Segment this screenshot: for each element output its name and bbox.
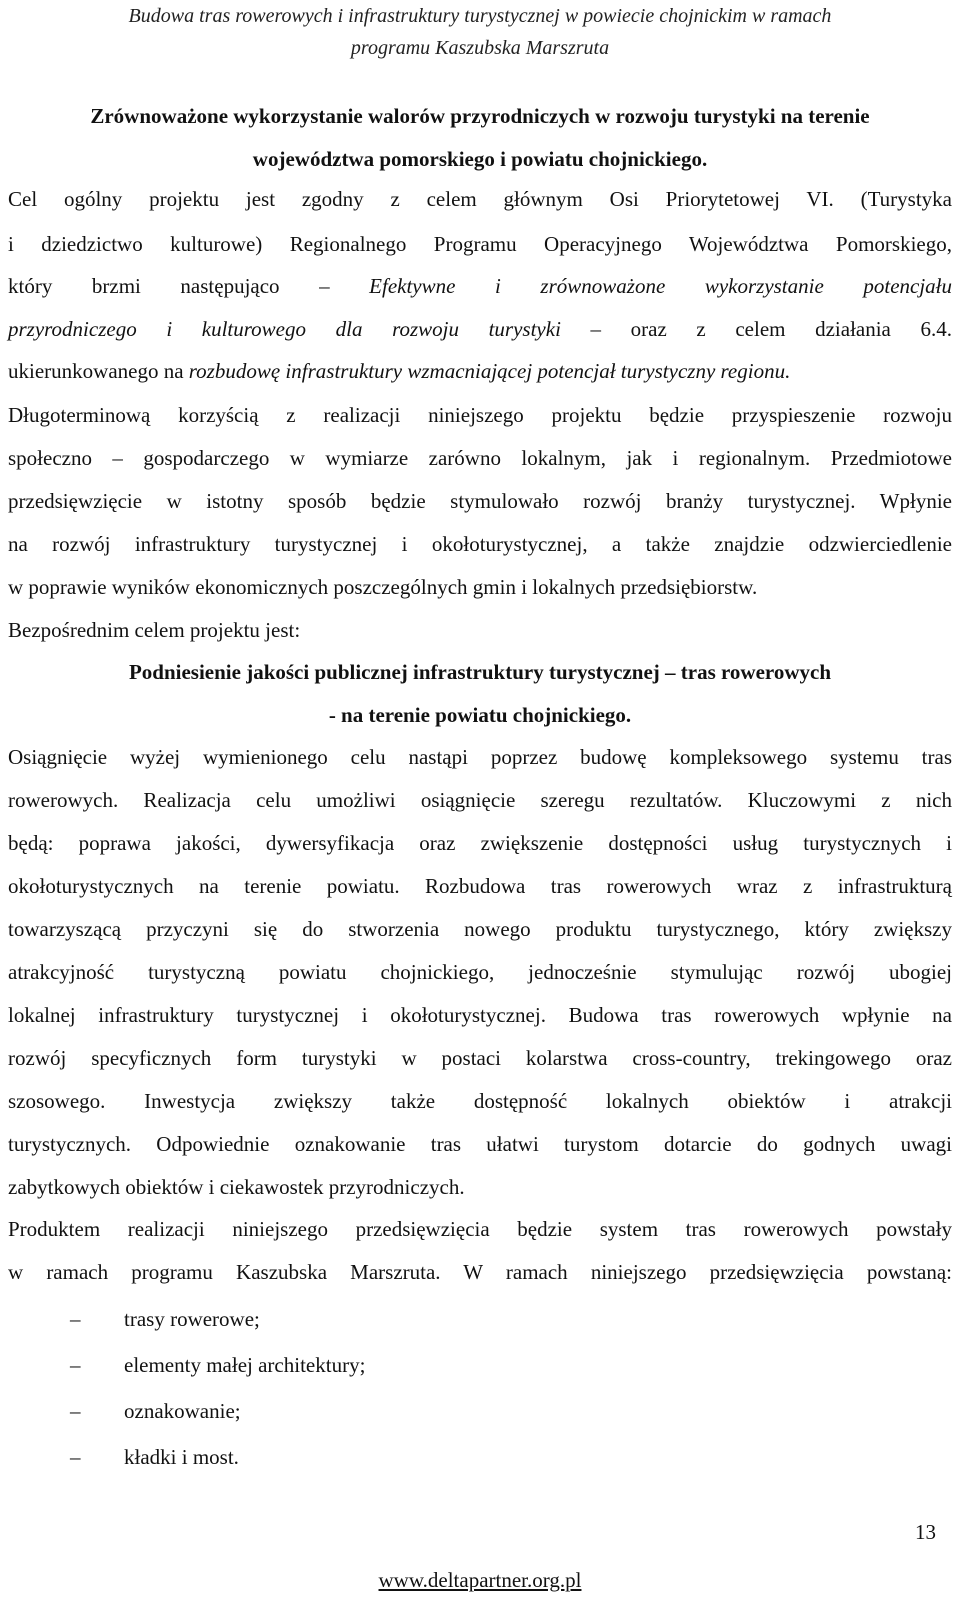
title-line-2: województwa pomorskiego i powiatu chojnickiego.: [252, 147, 708, 171]
para2-line: turystycznych. Odpowiednie oznakowanie tras ułatwi turystom dotarcie do godnych uwagi: [8, 1132, 952, 1156]
page-number: 13: [915, 1520, 936, 1544]
header-line-1: Budowa tras rowerowych i infrastruktury turystycznej w powiecie chojnickim w ramach: [128, 5, 832, 27]
para3-line: Produktem realizacji niniejszego przedsięwzięcia będzie system tras rowerowych powstały: [8, 1217, 952, 1241]
para1-line: [8, 359, 952, 383]
para2-line: okołoturystycznych na terenie powiatu. Rozbudowa tras rowerowych wraz z infrastrukturą: [8, 874, 952, 898]
list-item-text: kładki i most.: [124, 1445, 239, 1469]
list-dash: –: [70, 1399, 81, 1423]
list-item-text: elementy małej architektury;: [124, 1353, 366, 1377]
para1-italic-text: Efektywne i zrównoważone wykorzystanie potencjału: [369, 274, 952, 298]
para2-line: szosowego. Inwestycja zwiększy także dostępność lokalnych obiektów i atrakcji: [8, 1089, 952, 1113]
list-item: [70, 1445, 239, 1469]
list-dash: –: [70, 1445, 81, 1469]
para1-line: Cel ogólny projektu jest zgodny z celem głównym Osi Priorytetowej VI. (Turystyka: [8, 187, 952, 211]
para2-line: towarzyszącą przyczyni się do stworzenia nowego produktu turystycznego, który zwiększy: [8, 917, 952, 941]
goal-line-1: Podniesienie jakości publicznej infrastruktury turystycznej – tras rowerowych: [128, 660, 832, 684]
footer-link[interactable]: www.deltapartner.org.pl: [378, 1568, 582, 1592]
para1-line: w poprawie wyników ekonomicznych poszczególnych gmin i lokalnych przedsiębiorstw.: [8, 575, 758, 599]
header-line-2: programu Kaszubska Marszruta: [350, 37, 610, 59]
running-header: [0, 0, 960, 64]
para2-line: rozwój specyficznych form turystyki w postaci kolarstwa cross-country, trekingowego oraz: [8, 1046, 952, 1070]
para2-line: atrakcyjność turystyczną powiatu chojnickiego, jednocześnie stymulując rozwój ubogiej: [8, 960, 952, 984]
para3-line: w ramach programu Kaszubska Marszruta. W ramach niniejszego przedsięwzięcia powstaną:: [8, 1260, 952, 1284]
para2-line: Osiągnięcie wyżej wymienionego celu nastąpi poprzez budowę kompleksowego systemu tras: [8, 745, 952, 769]
para1-text: ukierunkowanego na: [8, 359, 189, 383]
para1-line: Bezpośrednim celem projektu jest:: [8, 618, 301, 642]
goal-line-2: - na terenie powiatu chojnickiego.: [328, 703, 632, 727]
para1-line: przedsięwzięcie w istotny sposób będzie stymulowało rozwój branży turystycznej. Wpłynie: [8, 489, 952, 513]
list-item: [70, 1353, 365, 1377]
para1-line: [8, 274, 952, 298]
para2-line: rowerowych. Realizacja celu umożliwi osiągnięcie szeregu rezultatów. Kluczowymi z nich: [8, 788, 952, 812]
para1-line: i dziedzictwo kulturowe) Regionalnego Programu Operacyjnego Województwa Pomorskiego,: [8, 232, 952, 256]
para1-text: który brzmi następująco –: [8, 274, 370, 298]
para2-line: zabytkowych obiektów i ciekawostek przyrodniczych.: [8, 1175, 465, 1199]
para1-line: [8, 317, 952, 341]
para2-line: będą: poprawa jakości, dywersyfikacja oraz zwiększenie dostępności usług turystycznych i: [8, 831, 952, 855]
list-item: [70, 1307, 260, 1331]
para1-line: Długoterminową korzyścią z realizacji niniejszego projektu będzie przyspieszenie rozwoju: [8, 403, 952, 427]
para1-line: na rozwój infrastruktury turystycznej i okołoturystycznej, a także znajdzie odzwierciedlenie: [8, 532, 952, 556]
list-dash: –: [70, 1307, 81, 1331]
para1-italic-text: przyrodniczego i kulturowego dla rozwoju turystyki: [8, 317, 561, 341]
list-item: [70, 1399, 241, 1423]
list-item-text: oznakowanie;: [124, 1399, 241, 1423]
list-dash: –: [70, 1353, 81, 1377]
para1-italic-text: rozbudowę infrastruktury wzmacniającej potencjał turystyczny regionu.: [188, 359, 791, 383]
para2-line: lokalnej infrastruktury turystycznej i okołoturystycznej. Budowa tras rowerowych wpłynie na: [8, 1003, 952, 1027]
list-item-text: trasy rowerowe;: [124, 1307, 260, 1331]
title-line-1: Zrównoważone wykorzystanie walorów przyrodniczych w rozwoju turystyki na terenie: [90, 104, 870, 128]
para1-text: – oraz z celem działania 6.4.: [560, 317, 952, 341]
para1-line: społeczno – gospodarczego w wymiarze zarówno lokalnym, jak i regionalnym. Przedmiotowe: [8, 446, 952, 470]
